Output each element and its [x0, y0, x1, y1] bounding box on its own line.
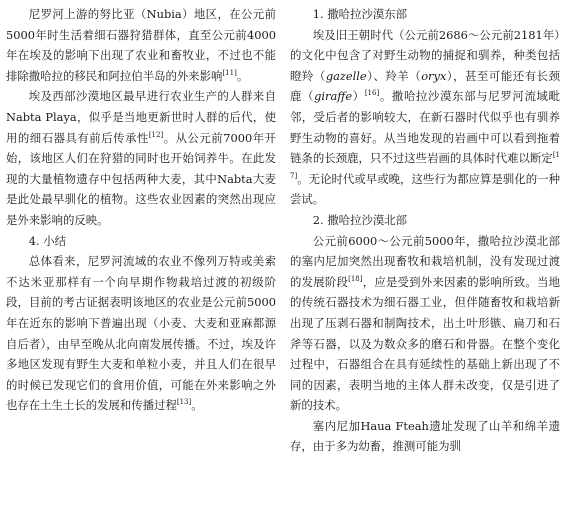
paragraph-text: 总体看来，尼罗河流域的农业不像列万特或美索不达米亚那样有一个向早期作物栽培过渡的初级阶段，目前的考古证据表明该地区的农业是公元前5000年在近东的影响下普遍出现（小麦、大麦和亚麻都源自后者），由早至晚从北向南发展传播。不过，埃及许多地区发现有野生大麦和单粒小麦，并且人们在很早的时候已发现它们的食用价值，可能在外来影响之外也存在土生土长的发展和传播过程	[6, 254, 276, 413]
paragraph-text: ）、羚羊（	[366, 68, 422, 83]
latin-term: gazelle	[325, 68, 367, 83]
paragraph-text: ）	[352, 89, 365, 104]
paragraph-text: 。从公元前7000年开始，该地区人们在狩猎的同时也开始饲养牛。在此发现的大量植物遗存中包括两种大麦，其中Nabta大麦是此处最早驯化的植物。这些农业因素的突然出现应是外来影响的反映。	[6, 130, 276, 227]
paragraph-text: 。	[236, 68, 249, 83]
paragraph-north-sahara	[290, 231, 560, 416]
section-heading-north-sahara: 2. 撒哈拉沙漠北部	[312, 212, 408, 227]
citation-ref: [11]	[222, 68, 237, 77]
section-heading-summary: 4. 小结	[28, 233, 67, 248]
citation-ref: [12]	[148, 130, 164, 139]
paragraph-text: 塞内尼加Haua Fteah遗址发现了山羊和绵羊遗存，由于多为幼畜，推测可能为驯	[290, 418, 560, 454]
latin-term: oryx	[421, 68, 447, 83]
paragraph-summary	[6, 251, 276, 416]
paragraph-text: ），甚至可能还有长颈鹿（	[290, 68, 560, 104]
citation-ref: [16]	[364, 89, 380, 98]
paragraph-text: 。撒哈拉沙漠东部与尼罗河流域毗邻，受后者的影响较大，在新石器时代似乎也有驯养野生动物的喜好。从当地发现的岩画中可以看到拖着链条的长颈鹿，只不过这些岩画的具体时代难以断定	[290, 89, 560, 166]
paragraph-text: 埃及西部沙漠地区最早进行农业生产的人群来自Nabta Playa，似乎是当地更新世时人群的后代，使用的细石器具有前后传承性	[6, 89, 276, 145]
paragraph-text: 尼罗河上游的努比亚（Nubia）地区，在公元前5000年时生活着细石器狩猎群体，直至公元前4000年在埃及的影响下出现了农业和畜牧业，不过也不能排除撒哈拉的移民和阿拉伯半岛的外来影响	[6, 7, 276, 83]
section-heading-east-sahara: 1. 撒哈拉沙漠东部	[312, 7, 408, 21]
paragraph-nubia	[6, 4, 276, 86]
paragraph-east-sahara	[290, 25, 560, 210]
paragraph-text: 。无论时代或早或晚，这些行为都应算是驯化的一种尝试。	[290, 171, 560, 207]
citation-ref: [13]	[176, 398, 192, 407]
left-column	[6, 4, 276, 513]
paragraph-western-desert	[6, 86, 276, 230]
paragraph-text: ，应是受到外来因素的影响所致。当地的传统石器技术为细石器工业，但伴随畜牧和栽培新出现了压剥石器和制陶技术，出土叶形镞、扁刀和石斧等石器，以及为数众多的磨石和骨器。在整个变化过程中，石器组合在具有延续性的基础上新出现了不同的因素，表明当地的主体人群未改变，仅是引进了新的技术。	[290, 274, 560, 413]
citation-ref: [18]	[348, 274, 363, 283]
paragraph-text: 埃及旧王朝时代（公元前2686～公元前2181年）的文化中包含了对野生动物的捕捉和驯养，种类包括瞪羚（	[290, 27, 560, 83]
latin-term: giraffe	[314, 89, 353, 104]
paragraph-text: 。	[191, 398, 203, 413]
paragraph-haua-fteah	[290, 416, 560, 457]
citation-ref: [17]	[290, 151, 560, 180]
paragraph-text: 公元前6000～公元前5000年，撒哈拉沙漠北部的塞内尼加突然出现畜牧和栽培机制，没有发现过渡的发展阶段	[290, 233, 560, 289]
right-column	[290, 4, 560, 513]
